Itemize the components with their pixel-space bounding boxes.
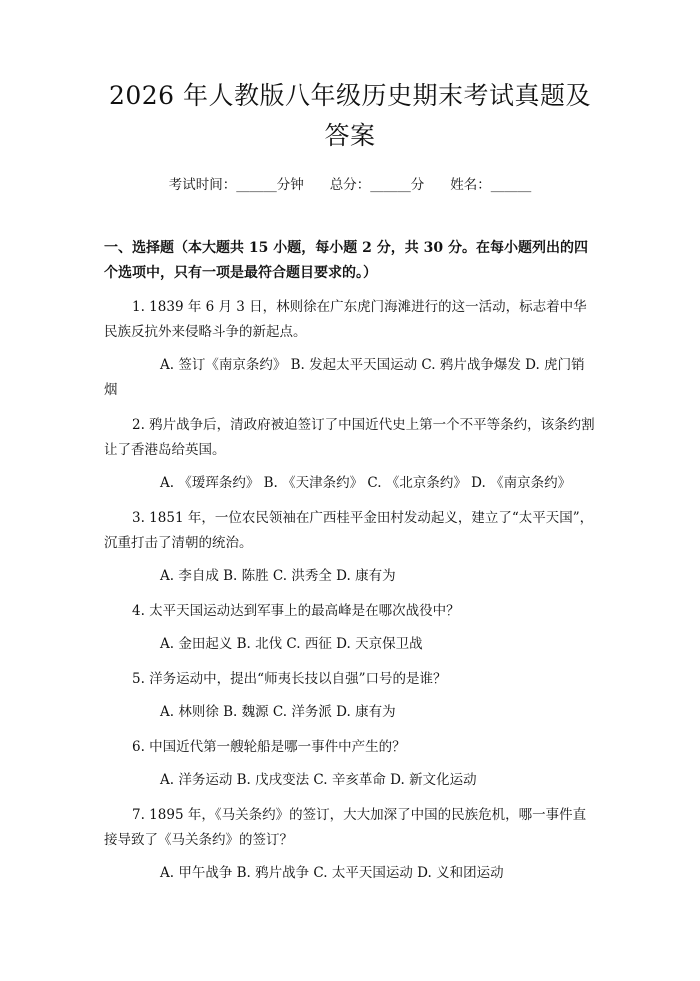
- question-options: A. 洋务运动 B. 戊戌变法 C. 辛亥革命 D. 新文化运动: [160, 772, 477, 788]
- question-options: A. 金田起义 B. 北伐 C. 西征 D. 天京保卫战: [160, 636, 423, 652]
- question-options: A. 签订《南京条约》 B. 发起太平天国运动 C. 鸦片战争爆发 D. 虎门销烟: [104, 357, 585, 398]
- document-title: 2026 年人教版八年级历史期末考试真题及答案: [108, 81, 592, 150]
- exam-time-field: 考试时间：______分钟: [168, 177, 304, 193]
- exam-info-line: [104, 176, 596, 194]
- question-stem: 5. 洋务运动中，提出“师夷长技以自强”口号的是谁？: [132, 671, 447, 687]
- section-heading: 一、选择题（本大题共 15 小题，每小题 2 分，共 30 分。在每小题列出的四个选项中，只有一项是最符合题目要求的。）: [104, 240, 588, 281]
- question-options: A. 林则徐 B. 魏源 C. 洋务派 D. 康有为: [160, 704, 396, 720]
- question-stem: 6. 中国近代第一艘轮船是哪一事件中产生的？: [132, 739, 406, 755]
- student-name-field: 姓名：______: [450, 177, 532, 193]
- question-options: A. 《瑷珲条约》 B. 《天津条约》 C. 《北京条约》 D. 《南京条约》: [160, 475, 572, 491]
- total-score-field: 总分：______分: [329, 177, 425, 193]
- question-options: A. 甲午战争 B. 鸦片战争 C. 太平天国运动 D. 义和团运动: [160, 865, 504, 881]
- question-stem: 1. 1839 年 6 月 3 日，林则徐在广东虎门海滩进行的这一活动，标志着中华民族反抗外来侵略斗争的新起点。: [104, 299, 587, 340]
- question-stem: 4. 太平天国运动达到军事上的最高峰是在哪次战役中？: [132, 603, 460, 619]
- question-stem: 7. 1895 年，《马关条约》的签订，大大加深了中国的民族危机，哪一事件直接导致了《马关条约》的签订？: [104, 807, 587, 848]
- document-page: [0, 76, 700, 981]
- question-stem: 2. 鸦片战争后，清政府被迫签订了中国近代史上第一个不平等条约，该条约割让了香港岛给英国。: [104, 417, 595, 458]
- question-options: A. 李自成 B. 陈胜 C. 洪秀全 D. 康有为: [160, 568, 396, 584]
- question-stem: 3. 1851 年，一位农民领袖在广西桂平金田村发动起义，建立了“太平天国”，沉重打击了清朝的统治。: [104, 510, 594, 551]
